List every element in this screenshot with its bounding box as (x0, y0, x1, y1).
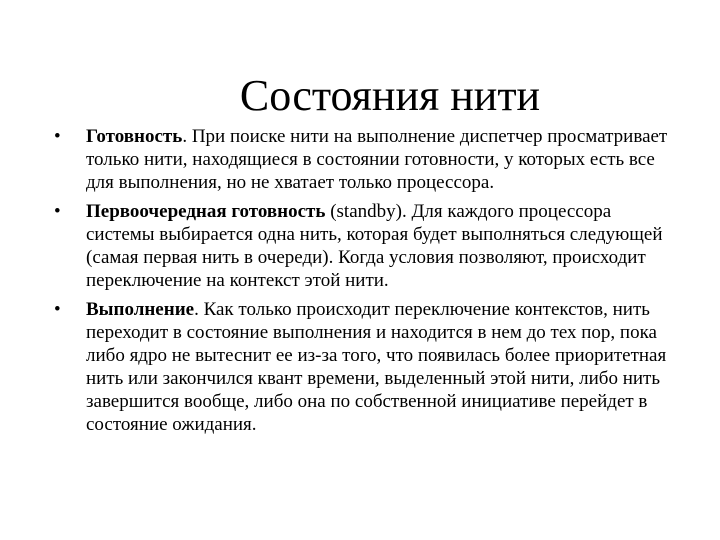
bullet-term: Выполнение (86, 299, 195, 320)
bullet-item-standby (52, 200, 672, 292)
bullet-text: . При поиске нити на выполнение диспетчер просматривает только нити, находящиеся в состоянии готовности, у которых есть все для выполнения, но не хватает только процессора. (86, 126, 668, 193)
bullet-text: . Как только происходит переключение контекстов, нить переходит в состояние выполнения и находится в нем до тех пор, пока либо ядро не вытеснит ее из-за того, что появилась более приоритетная нить или закончился квант времени, выделенный этой нити, либо нить завершится вообще, либо она по собственной инициативе перейдет в состояние ожидания. (86, 299, 667, 435)
bullet-icon: • (54, 201, 61, 222)
bullet-text: (standby). Для каждого процессора системы выбирается одна нить, которая будет выполняться следующей (самая первая нить в очереди). Когда условия позволяют, происходит переключение на контекст этой нити. (86, 201, 663, 291)
bullet-icon: • (54, 126, 61, 147)
bullet-list (52, 125, 672, 442)
bullet-icon: • (54, 299, 61, 320)
bullet-term: Первоочередная готовность (86, 201, 326, 222)
bullet-term: Готовность (86, 126, 183, 147)
bullet-item-running (52, 298, 672, 436)
bullet-item-readiness (52, 125, 672, 194)
slide-title: Состояния нити (239, 71, 541, 120)
